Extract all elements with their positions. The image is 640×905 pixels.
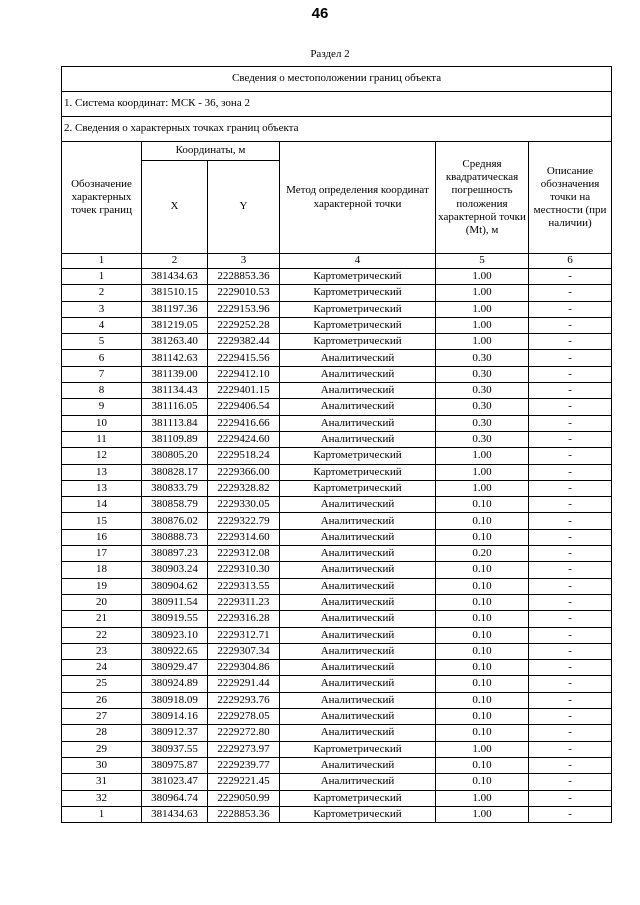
method-cell: Картометрический — [280, 269, 436, 285]
y-coordinate-cell: 2229293.76 — [208, 692, 280, 708]
method-cell: Аналитический — [280, 692, 436, 708]
error-cell: 0.30 — [436, 350, 529, 366]
x-coordinate-cell: 381434.63 — [142, 269, 208, 285]
x-coordinate-cell: 380833.79 — [142, 480, 208, 496]
description-cell: - — [529, 562, 612, 578]
point-id-cell: 1 — [62, 806, 142, 822]
x-coordinate-cell: 381113.84 — [142, 415, 208, 431]
point-id-cell: 3 — [62, 301, 142, 317]
points-heading: 2. Сведения о характерных точках границ объекта — [62, 117, 612, 142]
table-row — [62, 350, 612, 366]
table-row — [62, 757, 612, 773]
header-x: X — [142, 161, 208, 254]
method-cell: Аналитический — [280, 660, 436, 676]
description-cell: - — [529, 448, 612, 464]
column-number: 1 — [62, 254, 142, 269]
error-cell: 0.10 — [436, 643, 529, 659]
method-cell: Картометрический — [280, 285, 436, 301]
coord-system: 1. Система координат: МСК - 36, зона 2 — [62, 92, 612, 117]
description-cell: - — [529, 741, 612, 757]
y-coordinate-cell: 2229382.44 — [208, 334, 280, 350]
x-coordinate-cell: 380904.62 — [142, 578, 208, 594]
method-cell: Картометрический — [280, 334, 436, 350]
table-row — [62, 383, 612, 399]
method-cell: Аналитический — [280, 627, 436, 643]
error-cell: 0.10 — [436, 660, 529, 676]
boundary-table — [61, 66, 612, 823]
description-cell: - — [529, 431, 612, 447]
error-cell: 1.00 — [436, 741, 529, 757]
x-coordinate-cell: 381197.36 — [142, 301, 208, 317]
x-coordinate-cell: 380975.87 — [142, 757, 208, 773]
method-cell: Картометрический — [280, 317, 436, 333]
error-cell: 0.10 — [436, 692, 529, 708]
table-row — [62, 709, 612, 725]
description-cell: - — [529, 774, 612, 790]
description-cell: - — [529, 627, 612, 643]
y-coordinate-cell: 2229252.28 — [208, 317, 280, 333]
y-coordinate-cell: 2229307.34 — [208, 643, 280, 659]
method-cell: Аналитический — [280, 594, 436, 610]
method-cell: Аналитический — [280, 513, 436, 529]
description-cell: - — [529, 399, 612, 415]
point-id-cell: 8 — [62, 383, 142, 399]
y-coordinate-cell: 2229330.05 — [208, 497, 280, 513]
x-coordinate-cell: 380922.65 — [142, 643, 208, 659]
y-coordinate-cell: 2229424.60 — [208, 431, 280, 447]
point-id-cell: 23 — [62, 643, 142, 659]
description-cell: - — [529, 334, 612, 350]
point-id-cell: 5 — [62, 334, 142, 350]
description-cell: - — [529, 692, 612, 708]
error-cell: 0.10 — [436, 709, 529, 725]
table-row — [62, 643, 612, 659]
method-cell: Аналитический — [280, 383, 436, 399]
header-error: Средняя квадратическая погрешность положения характерной точки (Mt), м — [436, 142, 529, 254]
method-cell: Картометрический — [280, 790, 436, 806]
point-id-cell: 30 — [62, 757, 142, 773]
y-coordinate-cell: 2229415.56 — [208, 350, 280, 366]
description-cell: - — [529, 806, 612, 822]
description-cell: - — [529, 269, 612, 285]
x-coordinate-cell: 381109.89 — [142, 431, 208, 447]
x-coordinate-cell: 380929.47 — [142, 660, 208, 676]
point-id-cell: 21 — [62, 611, 142, 627]
description-cell: - — [529, 725, 612, 741]
y-coordinate-cell: 2229316.28 — [208, 611, 280, 627]
description-cell: - — [529, 709, 612, 725]
error-cell: 0.30 — [436, 383, 529, 399]
y-coordinate-cell: 2229272.80 — [208, 725, 280, 741]
y-coordinate-cell: 2229239.77 — [208, 757, 280, 773]
method-cell: Картометрический — [280, 301, 436, 317]
table-row — [62, 611, 612, 627]
error-cell: 1.00 — [436, 285, 529, 301]
header-method: Метод определения координат характерной точки — [280, 142, 436, 254]
x-coordinate-cell: 381434.63 — [142, 806, 208, 822]
column-number: 6 — [529, 254, 612, 269]
method-cell: Аналитический — [280, 497, 436, 513]
error-cell: 0.10 — [436, 725, 529, 741]
x-coordinate-cell: 380828.17 — [142, 464, 208, 480]
table-row — [62, 562, 612, 578]
error-cell: 1.00 — [436, 806, 529, 822]
y-coordinate-cell: 2229328.82 — [208, 480, 280, 496]
y-coordinate-cell: 2229314.60 — [208, 529, 280, 545]
table-row — [62, 317, 612, 333]
error-cell: 1.00 — [436, 480, 529, 496]
header-description: Описание обозначения точки на местности (при наличии) — [529, 142, 612, 254]
error-cell: 1.00 — [436, 301, 529, 317]
error-cell: 0.10 — [436, 774, 529, 790]
y-coordinate-cell: 2229050.99 — [208, 790, 280, 806]
method-cell: Картометрический — [280, 741, 436, 757]
y-coordinate-cell: 2229273.97 — [208, 741, 280, 757]
method-cell: Аналитический — [280, 643, 436, 659]
y-coordinate-cell: 2229291.44 — [208, 676, 280, 692]
table-row — [62, 464, 612, 480]
table-row — [62, 741, 612, 757]
table-row — [62, 513, 612, 529]
description-cell: - — [529, 643, 612, 659]
error-cell: 0.10 — [436, 611, 529, 627]
table-row — [62, 676, 612, 692]
point-id-cell: 1 — [62, 269, 142, 285]
x-coordinate-cell: 380924.89 — [142, 676, 208, 692]
point-id-cell: 7 — [62, 366, 142, 382]
point-id-cell: 24 — [62, 660, 142, 676]
x-coordinate-cell: 381219.05 — [142, 317, 208, 333]
table-row — [62, 529, 612, 545]
error-cell: 0.10 — [436, 529, 529, 545]
y-coordinate-cell: 2229153.96 — [208, 301, 280, 317]
point-id-cell: 27 — [62, 709, 142, 725]
error-cell: 0.20 — [436, 546, 529, 562]
y-coordinate-cell: 2229310.30 — [208, 562, 280, 578]
point-id-cell: 14 — [62, 497, 142, 513]
x-coordinate-cell: 380923.10 — [142, 627, 208, 643]
y-coordinate-cell: 2229416.66 — [208, 415, 280, 431]
x-coordinate-cell: 380858.79 — [142, 497, 208, 513]
y-coordinate-cell: 2228853.36 — [208, 806, 280, 822]
description-cell: - — [529, 497, 612, 513]
header-y: Y — [208, 161, 280, 254]
table-row — [62, 301, 612, 317]
table-row — [62, 334, 612, 350]
y-coordinate-cell: 2229406.54 — [208, 399, 280, 415]
method-cell: Аналитический — [280, 709, 436, 725]
y-coordinate-cell: 2229304.86 — [208, 660, 280, 676]
x-coordinate-cell: 381142.63 — [142, 350, 208, 366]
point-id-cell: 18 — [62, 562, 142, 578]
table-row — [62, 448, 612, 464]
y-coordinate-cell: 2229322.79 — [208, 513, 280, 529]
point-id-cell: 15 — [62, 513, 142, 529]
description-cell: - — [529, 529, 612, 545]
description-cell: - — [529, 480, 612, 496]
point-id-cell: 22 — [62, 627, 142, 643]
table-row — [62, 269, 612, 285]
error-cell: 0.10 — [436, 676, 529, 692]
description-cell: - — [529, 660, 612, 676]
description-cell: - — [529, 676, 612, 692]
x-coordinate-cell: 381263.40 — [142, 334, 208, 350]
y-coordinate-cell: 2229313.55 — [208, 578, 280, 594]
table-row — [62, 725, 612, 741]
table-row — [62, 578, 612, 594]
error-cell: 1.00 — [436, 269, 529, 285]
method-cell: Аналитический — [280, 546, 436, 562]
table-row — [62, 497, 612, 513]
description-cell: - — [529, 383, 612, 399]
method-cell: Аналитический — [280, 676, 436, 692]
method-cell: Аналитический — [280, 529, 436, 545]
error-cell: 1.00 — [436, 334, 529, 350]
description-cell: - — [529, 464, 612, 480]
y-coordinate-cell: 2229312.08 — [208, 546, 280, 562]
table-row — [62, 594, 612, 610]
table-row — [62, 431, 612, 447]
point-id-cell: 26 — [62, 692, 142, 708]
error-cell: 0.30 — [436, 399, 529, 415]
method-cell: Картометрический — [280, 480, 436, 496]
y-coordinate-cell: 2229311.23 — [208, 594, 280, 610]
table-row — [62, 627, 612, 643]
method-cell: Аналитический — [280, 774, 436, 790]
error-cell: 0.10 — [436, 513, 529, 529]
table-row — [62, 366, 612, 382]
x-coordinate-cell: 380937.55 — [142, 741, 208, 757]
x-coordinate-cell: 380876.02 — [142, 513, 208, 529]
point-id-cell: 16 — [62, 529, 142, 545]
method-cell: Аналитический — [280, 757, 436, 773]
point-id-cell: 6 — [62, 350, 142, 366]
point-id-cell: 13 — [62, 480, 142, 496]
error-cell: 0.30 — [436, 415, 529, 431]
point-id-cell: 9 — [62, 399, 142, 415]
x-coordinate-cell: 380914.16 — [142, 709, 208, 725]
x-coordinate-cell: 381139.00 — [142, 366, 208, 382]
section-label: Раздел 2 — [310, 48, 350, 60]
x-coordinate-cell: 380964.74 — [142, 790, 208, 806]
description-cell: - — [529, 546, 612, 562]
method-cell: Аналитический — [280, 562, 436, 578]
x-coordinate-cell: 380897.23 — [142, 546, 208, 562]
method-cell: Картометрический — [280, 464, 436, 480]
column-number: 3 — [208, 254, 280, 269]
error-cell: 0.30 — [436, 366, 529, 382]
y-coordinate-cell: 2229518.24 — [208, 448, 280, 464]
error-cell: 0.10 — [436, 497, 529, 513]
point-id-cell: 4 — [62, 317, 142, 333]
point-id-cell: 31 — [62, 774, 142, 790]
y-coordinate-cell: 2229401.15 — [208, 383, 280, 399]
method-cell: Картометрический — [280, 806, 436, 822]
description-cell: - — [529, 350, 612, 366]
description-cell: - — [529, 578, 612, 594]
y-coordinate-cell: 2229366.00 — [208, 464, 280, 480]
method-cell: Аналитический — [280, 578, 436, 594]
table-row — [62, 546, 612, 562]
description-cell: - — [529, 301, 612, 317]
table-row — [62, 774, 612, 790]
table-row — [62, 806, 612, 822]
table-row — [62, 692, 612, 708]
y-coordinate-cell: 2229312.71 — [208, 627, 280, 643]
method-cell: Аналитический — [280, 725, 436, 741]
point-id-cell: 29 — [62, 741, 142, 757]
x-coordinate-cell: 380903.24 — [142, 562, 208, 578]
error-cell: 0.30 — [436, 431, 529, 447]
table-title: Сведения о местоположении границ объекта — [62, 67, 612, 92]
x-coordinate-cell: 381510.15 — [142, 285, 208, 301]
table-row — [62, 790, 612, 806]
error-cell: 0.10 — [436, 578, 529, 594]
x-coordinate-cell: 381023.47 — [142, 774, 208, 790]
x-coordinate-cell: 380805.20 — [142, 448, 208, 464]
description-cell: - — [529, 366, 612, 382]
point-id-cell: 25 — [62, 676, 142, 692]
description-cell: - — [529, 513, 612, 529]
table-row — [62, 660, 612, 676]
point-id-cell: 13 — [62, 464, 142, 480]
method-cell: Аналитический — [280, 415, 436, 431]
point-id-cell: 17 — [62, 546, 142, 562]
method-cell: Аналитический — [280, 366, 436, 382]
table-row — [62, 480, 612, 496]
x-coordinate-cell: 381134.43 — [142, 383, 208, 399]
error-cell: 0.10 — [436, 627, 529, 643]
method-cell: Аналитический — [280, 611, 436, 627]
x-coordinate-cell: 380888.73 — [142, 529, 208, 545]
column-number: 4 — [280, 254, 436, 269]
page-number: 46 — [311, 5, 329, 22]
point-id-cell: 11 — [62, 431, 142, 447]
point-id-cell: 10 — [62, 415, 142, 431]
method-cell: Аналитический — [280, 431, 436, 447]
y-coordinate-cell: 2229412.10 — [208, 366, 280, 382]
point-id-cell: 32 — [62, 790, 142, 806]
error-cell: 0.10 — [436, 594, 529, 610]
description-cell: - — [529, 611, 612, 627]
error-cell: 0.10 — [436, 562, 529, 578]
y-coordinate-cell: 2229010.53 — [208, 285, 280, 301]
x-coordinate-cell: 380918.09 — [142, 692, 208, 708]
error-cell: 1.00 — [436, 448, 529, 464]
point-id-cell: 2 — [62, 285, 142, 301]
description-cell: - — [529, 285, 612, 301]
table-row — [62, 399, 612, 415]
y-coordinate-cell: 2229221.45 — [208, 774, 280, 790]
error-cell: 0.10 — [436, 757, 529, 773]
column-number: 5 — [436, 254, 529, 269]
y-coordinate-cell: 2229278.05 — [208, 709, 280, 725]
point-id-cell: 28 — [62, 725, 142, 741]
method-cell: Картометрический — [280, 448, 436, 464]
column-number: 2 — [142, 254, 208, 269]
x-coordinate-cell: 380912.37 — [142, 725, 208, 741]
table-row — [62, 285, 612, 301]
header-coordinates: Координаты, м — [142, 142, 280, 161]
point-id-cell: 20 — [62, 594, 142, 610]
method-cell: Аналитический — [280, 350, 436, 366]
header-point-designation: Обозначение характерных точек границ — [62, 142, 142, 254]
x-coordinate-cell: 380919.55 — [142, 611, 208, 627]
description-cell: - — [529, 317, 612, 333]
y-coordinate-cell: 2228853.36 — [208, 269, 280, 285]
description-cell: - — [529, 790, 612, 806]
error-cell: 1.00 — [436, 317, 529, 333]
x-coordinate-cell: 381116.05 — [142, 399, 208, 415]
point-id-cell: 19 — [62, 578, 142, 594]
description-cell: - — [529, 757, 612, 773]
description-cell: - — [529, 594, 612, 610]
point-id-cell: 12 — [62, 448, 142, 464]
table-row — [62, 415, 612, 431]
x-coordinate-cell: 380911.54 — [142, 594, 208, 610]
error-cell: 1.00 — [436, 464, 529, 480]
method-cell: Аналитический — [280, 399, 436, 415]
error-cell: 1.00 — [436, 790, 529, 806]
description-cell: - — [529, 415, 612, 431]
